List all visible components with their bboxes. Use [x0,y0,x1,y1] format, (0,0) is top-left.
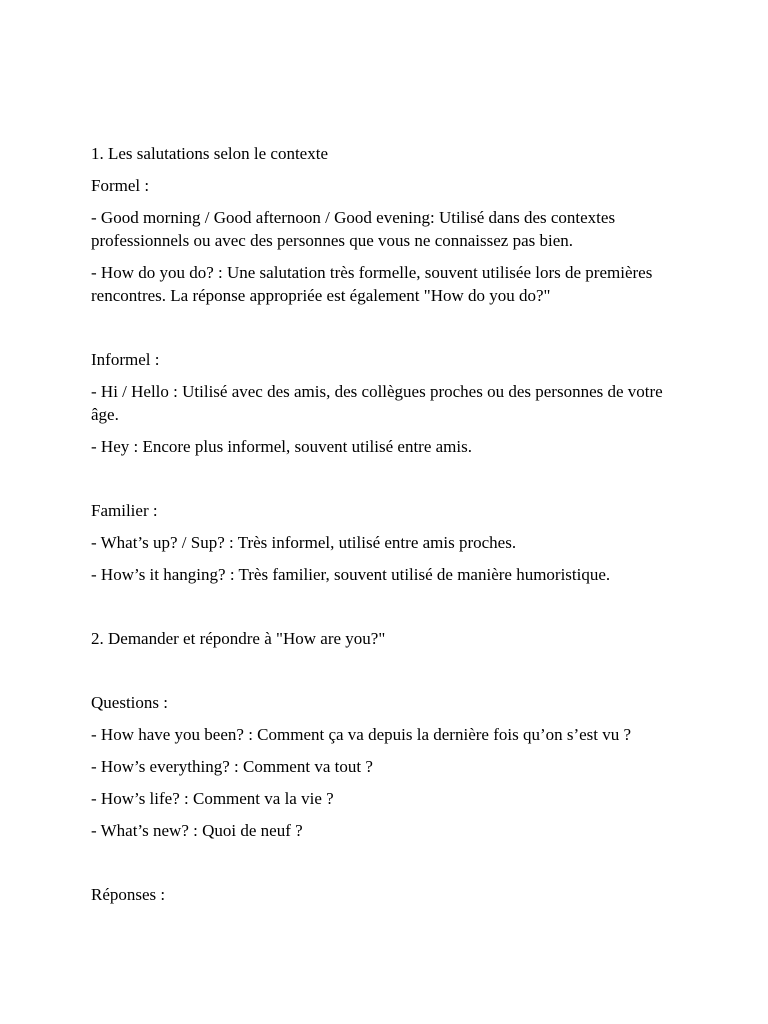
section-heading: 2. Demander et répondre à "How are you?" [91,629,386,648]
subsection-title-familier: Familier : [91,501,158,520]
list-item: - Hey : Encore plus informel, souvent utilisé entre amis. [91,437,472,456]
subsection-title-questions: Questions : [91,693,168,712]
paragraph-spacer [91,316,681,339]
list-item: - Hi / Hello : Utilisé avec des amis, des collègues proches ou des personnes de votre âge. [91,382,663,424]
subsection-title-reponses: Réponses : [91,885,166,904]
paragraph-spacer [91,851,681,874]
paragraph-spacer [91,659,681,682]
subsection-title-formel: Formel : [91,176,150,195]
paragraph-spacer [91,467,681,490]
paragraph-spacer [91,595,681,618]
section-heading: 1. Les salutations selon le contexte [91,144,328,163]
list-item: - What’s new? : Quoi de neuf ? [91,821,303,840]
list-item: - How’s life? : Comment va la vie ? [91,789,334,808]
list-item: - How do you do? : Une salutation très formelle, souvent utilisée lors de premières rencontres. La réponse appropriée est également "How do you do?" [91,263,653,305]
list-item: - How’s everything? : Comment va tout ? [91,757,373,776]
list-item: - Good morning / Good afternoon / Good evening: Utilisé dans des contextes professionnels ou avec des personnes que vous ne connaissez pas bien. [91,208,616,250]
subsection-title-informel: Informel : [91,350,160,369]
list-item: - How’s it hanging? : Très familier, souvent utilisé de manière humoristique. [91,565,611,584]
list-item: - How have you been? : Comment ça va depuis la dernière fois qu’on s’est vu ? [91,725,632,744]
list-item: - What’s up? / Sup? : Très informel, utilisé entre amis proches. [91,533,517,552]
document-body [91,142,681,915]
